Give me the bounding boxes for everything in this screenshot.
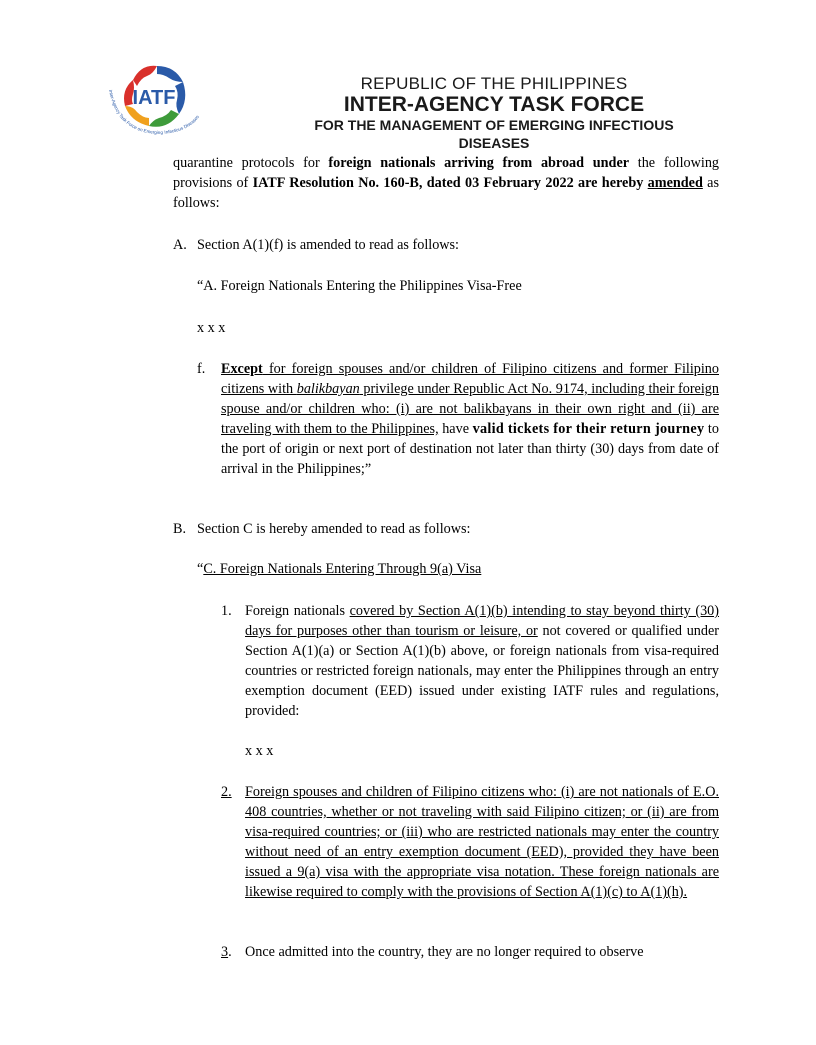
item-f (197, 359, 719, 479)
header-subtitle: FOR THE MANAGEMENT OF EMERGING INFECTIOUS DISEASES (314, 117, 674, 151)
omission-marker-2: x x x (245, 743, 274, 759)
quote-a-heading: “A. Foreign Nationals Entering the Philippines Visa-Free (197, 278, 522, 294)
section-a-marker: A. (173, 237, 187, 253)
quote-c-heading: “C. Foreign Nationals Entering Through 9(a) Visa (197, 561, 482, 577)
section-b-text: Section C is hereby amended to read as follows: (197, 521, 471, 537)
header-task-force: INTER-AGENCY TASK FORCE (343, 93, 645, 116)
item-1-marker: 1. (221, 603, 232, 619)
item-2 (221, 782, 719, 902)
item-1-text: Foreign nationals covered by Section A(1)(b) intending to stay beyond thirty (30) days for purposes other than tourism or leisure, or not covered or qualified under Section A(1)(a) or Section A(1)(b) above, or foreign nationals from visa-required countries or restricted foreign nationals, may enter the Philippines through an entry exemption document (EED) issued under existing IATF rules and regulations, provided: (245, 603, 720, 719)
item-f-text: Except for foreign spouses and/or children of Filipino citizens and former Filipino citizens with balikbayan privilege under Republic Act No. 9174, including their foreign spouse and/or children who: (i) are not balikbayans in their own right and (ii) are traveling with them to the Philippines, have valid tickets for their return journey to the port of origin or next port of destination not later than thirty (30) days from date of arrival in the Philippines;” (221, 361, 719, 477)
item-3 (221, 942, 719, 962)
item-3-text: Once admitted into the country, they are no longer required to observe (245, 944, 644, 960)
item-2-text: Foreign spouses and children of Filipino citizens who: (i) are not nationals of E.O. 408 countries, whether or not traveling with said Filipino citizen; or (ii) are from visa-required countries; or (iii) who are restricted nationals may enter the country without need of an entry exemption document (EED), provided they have been issued a 9(a) visa with the appropriate visa notation. These foreign nationals are likewise required to comply with the provisions of Section A(1)(c) to A(1)(h). (245, 784, 719, 900)
omission-marker: x x x (197, 320, 226, 336)
header-republic: REPUBLIC OF THE PHILIPPINES (360, 74, 628, 93)
section-b-marker: B. (173, 521, 187, 537)
logo-ring-text: Inter-Agency Task Force on Emerging Infectious Diseases (108, 89, 201, 136)
item-2-marker: 2. (221, 784, 232, 800)
logo-text: IATF (132, 87, 176, 109)
item-3-marker: 3. (221, 944, 232, 960)
intro-paragraph: quarantine protocols for foreign nationals arriving from abroad under the following provisions of IATF Resolution No. 160-B, dated 03 February 2022 are hereby amended as follows: (173, 155, 720, 211)
section-a-text: Section A(1)(f) is amended to read as follows: (197, 237, 460, 253)
section-a (173, 235, 719, 255)
item-1 (221, 601, 719, 721)
item-f-marker: f. (197, 361, 206, 377)
section-b (173, 519, 719, 539)
